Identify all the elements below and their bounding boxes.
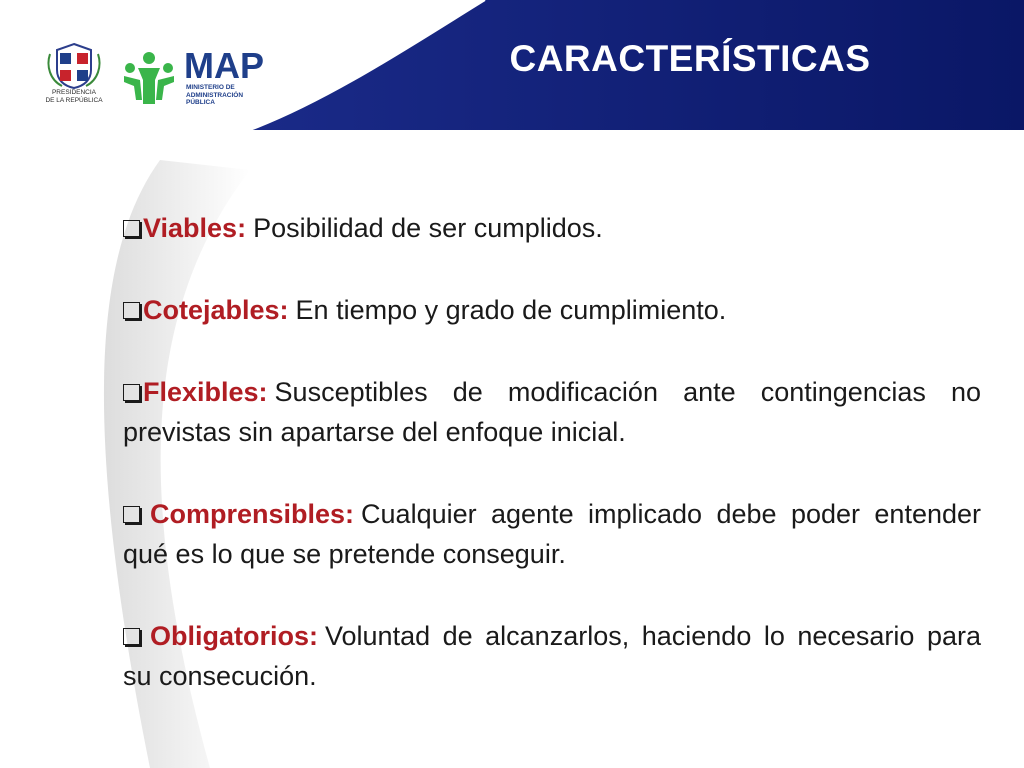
item-term: Obligatorios: [150, 621, 318, 651]
list-item [123, 208, 981, 248]
item-term: Viables: [143, 213, 247, 243]
checkbox-bullet-icon [123, 220, 140, 237]
item-text: Voluntad de alcanzarlos, haciendo lo necesario para su consecución. [123, 621, 981, 691]
item-text: Susceptibles de modificación ante contingencias no previstas sin apartarse del enfoque inicial. [123, 377, 981, 447]
list-item [123, 494, 981, 574]
item-text: En tiempo y grado de cumplimiento. [295, 295, 727, 325]
map-wordmark: MAP [184, 45, 264, 86]
list-item [123, 372, 981, 452]
checkbox-bullet-icon [123, 302, 140, 319]
map-sub-line1: MINISTERIO DE [186, 84, 235, 91]
slide-title: CARACTERÍSTICAS [509, 38, 871, 79]
item-text: Cualquier agente implicado debe poder entender qué es lo que se pretende conseguir. [123, 499, 981, 569]
checkbox-bullet-icon [123, 384, 140, 401]
map-sub-line3: PÚBLICA [186, 99, 215, 106]
presidency-caption [38, 89, 110, 105]
list-item [123, 616, 981, 696]
item-term: Cotejables: [143, 295, 289, 325]
checkbox-bullet-icon [123, 506, 140, 523]
map-people-icon [120, 50, 178, 106]
checkbox-bullet-icon [123, 628, 140, 645]
list-item [123, 290, 981, 330]
item-term: Comprensibles: [150, 499, 355, 529]
presidency-caption-line1: PRESIDENCIA [51, 89, 97, 96]
map-subtitle [186, 84, 276, 107]
item-text: Posibilidad de ser cumplidos. [253, 213, 603, 243]
presidency-caption-line2: DE LA REPÚBLICA [45, 97, 103, 104]
map-sub-line2: ADMINISTRACIÓN [186, 91, 244, 99]
characteristics-list [123, 208, 981, 696]
item-term: Flexibles: [143, 377, 268, 407]
